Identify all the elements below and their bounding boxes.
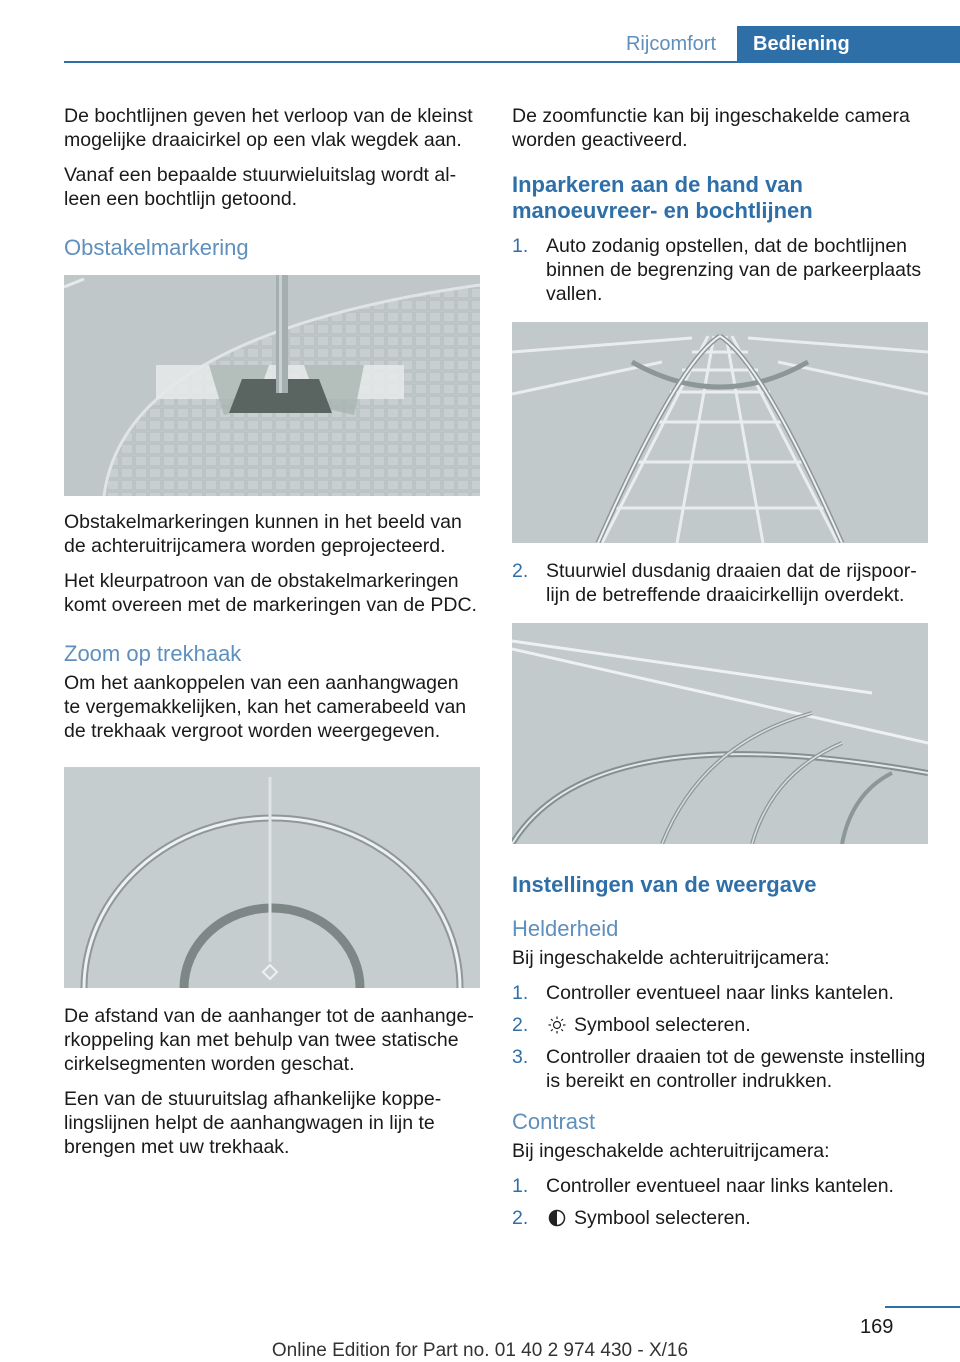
- brightness-steps: [512, 981, 928, 1093]
- display-settings-heading: Instellingen van de weergave: [512, 872, 817, 897]
- list-item: 1. Controller eventueel naar links kantelen.: [512, 1175, 894, 1197]
- intro-paragraph: Vanaf een bepaalde stuurwieluitslag wordt alleen een bochtlijn getoond.: [64, 164, 457, 210]
- left-column: [64, 104, 480, 1170]
- list-item: 2. Symbool selecteren.: [512, 1207, 751, 1229]
- right-column: [512, 104, 928, 1238]
- list-item: 3. Controller draaien tot de gewenste instelling is bereikt en controller indrukken.: [512, 1046, 926, 1092]
- list-item: 1. Auto zodanig opstellen, dat de bochtlijnen binnen de begrenzing van de parkeerplaats vallen.: [512, 235, 922, 305]
- zoom-heading: Zoom op trekhaak: [64, 641, 242, 666]
- contrast-icon: [548, 1209, 566, 1227]
- edition-footer: Online Edition for Part no. 01 40 2 974 430 - X/16: [271, 1340, 689, 1361]
- parking-heading: Inparkeren aan de hand van manoeuvreer- en bochtlijnen: [512, 172, 813, 223]
- brightness-heading: Helderheid: [512, 916, 619, 941]
- parking-steps-2: [512, 559, 928, 607]
- list-item: 1. Controller eventueel naar links kantelen.: [512, 982, 894, 1004]
- zoom-paragraph: Om het aankoppelen van een aanhangwagen te vergemakkelijken, kan het camerabeeld van de trekhaak vergroot worden weergegeven.: [64, 672, 467, 742]
- page-number: 169: [860, 1316, 894, 1338]
- obstacle-heading: Obstakelmarkering: [64, 235, 249, 260]
- sun-icon: [548, 1016, 566, 1034]
- hitch-zoom-image: [64, 767, 480, 988]
- header-section: Rijcomfort: [625, 33, 716, 55]
- parking-steps: [512, 234, 928, 306]
- obstacle-paragraph: Het kleurpatroon van de obstakelmarkeringen komt overeen met de markeringen van de PDC.: [64, 570, 477, 616]
- list-item: 2. Stuurwiel dusdanig draaien dat de rijspoorlijn de betreffende draaicirkellijn overdekt.: [512, 560, 917, 606]
- contrast-intro: Bij ingeschakelde achteruitrijcamera:: [512, 1140, 830, 1162]
- intro-paragraph: De bochtlijnen geven het verloop van de kleinst mogelijke draaicirkel op een vlak wegdek aan.: [64, 105, 473, 151]
- contrast-heading: Contrast: [512, 1109, 596, 1134]
- brightness-intro: Bij ingeschakelde achteruitrijcamera:: [512, 947, 830, 969]
- obstacle-paragraph: Obstakelmarkeringen kunnen in het beeld van de achteruitrijcamera worden geprojecteerd.: [64, 511, 462, 557]
- hitch-paragraph: Een van de stuuruitslag afhankelijke koppelingslijnen helpt de aanhangwagen in lijn te brengen met uw trekhaak.: [64, 1088, 442, 1158]
- steering-lines-image: [512, 623, 928, 844]
- footer-rule: [885, 1306, 960, 1308]
- parking-lines-image: [512, 322, 928, 543]
- zoom-note-paragraph: De zoomfunctie kan bij ingeschakelde camera worden geactiveerd.: [512, 105, 910, 151]
- header-rule: [64, 61, 960, 63]
- obstacle-marking-image: [64, 275, 480, 496]
- header-chapter: Bediening: [737, 26, 960, 62]
- list-item: 2. Symbool selecteren.: [512, 1014, 751, 1036]
- hitch-paragraph: De afstand van de aanhanger tot de aanhangerkoppeling kan met behulp van twee statische cirkelsegmenten worden geschat.: [64, 1005, 474, 1075]
- contrast-steps: [512, 1174, 928, 1230]
